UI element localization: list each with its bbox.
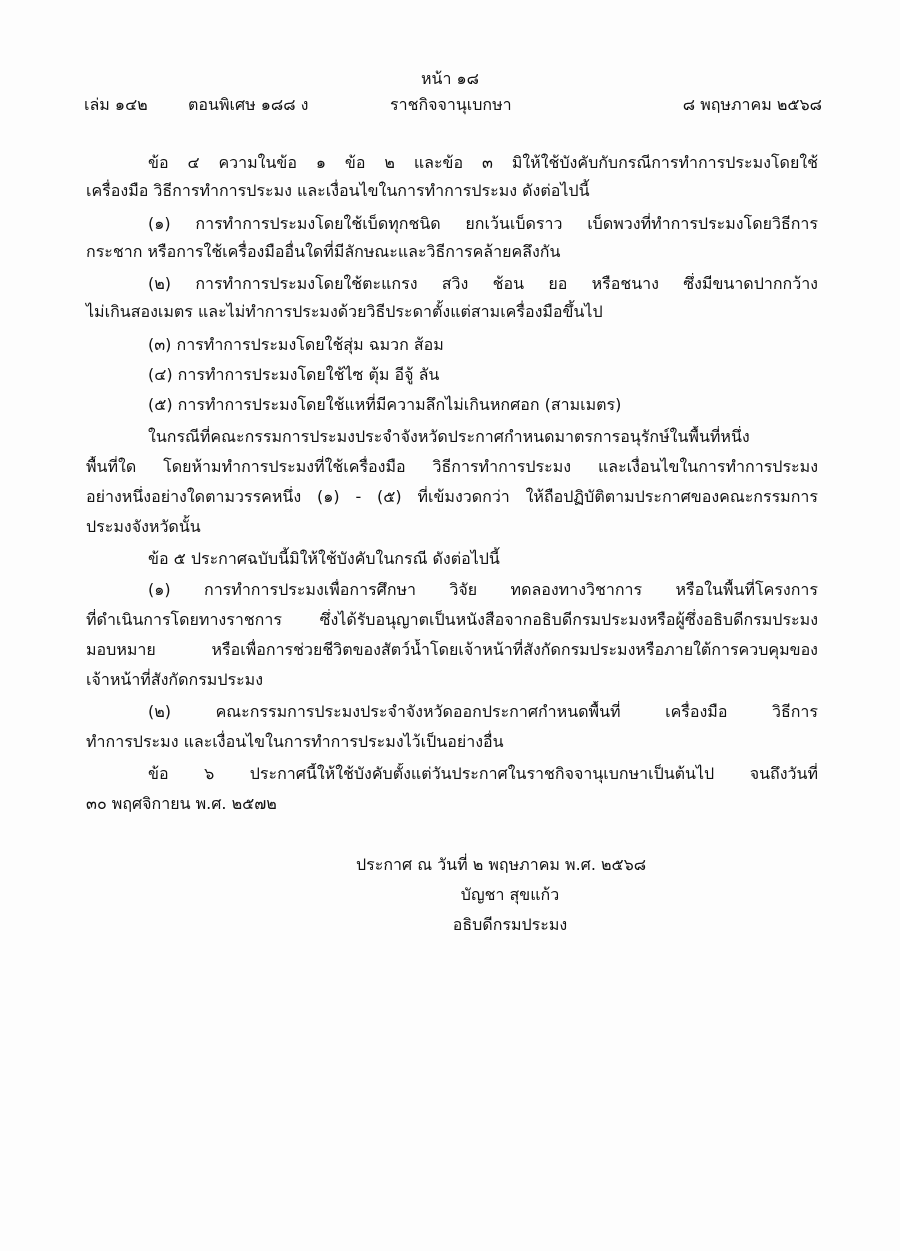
clause-4-item-3: (๓) การทำการประมงโดยใช้สุ่ม ฉมวก ส้อม (148, 335, 444, 354)
clause-4-item-1-line-2: กระชาก หรือการใช้เครื่องมืออื่นใดที่มีลักษณะและวิธีการคล้ายคลึงกัน (86, 242, 561, 261)
signatory-title: อธิบดีกรมประมง (452, 915, 568, 934)
page-number: หน้า ๑๘ (420, 69, 480, 88)
clause-4-paragraph-2-line-2: พื้นที่ใด โดยห้ามทำการประมงที่ใช้เครื่องมือ วิธีการทำการประมง และเงื่อนไขในการทำการประมง (86, 457, 818, 476)
clause-5-heading: ข้อ ๕ ประกาศฉบับนี้มิให้ใช้บังคับในกรณี ดังต่อไปนี้ (148, 549, 500, 568)
volume-number: เล่ม ๑๔๒ (84, 95, 148, 114)
clause-5-item-1-line-4: เจ้าหน้าที่สังกัดกรมประมง (86, 670, 264, 689)
announcement-date: ประกาศ ณ วันที่ ๒ พฤษภาคม พ.ศ. ๒๕๖๘ (356, 855, 647, 874)
issue-number: ตอนพิเศษ ๑๘๘ ง (188, 95, 309, 114)
signatory-name: บัญชา สุขแก้ว (460, 885, 560, 904)
clause-4-line-2: เครื่องมือ วิธีการทำการประมง และเงื่อนไขในการทำการประมง ดังต่อไปนี้ (86, 181, 590, 200)
clause-4-item-1-line-1: (๑) การทำการประมงโดยใช้เบ็ดทุกชนิด ยกเว้นเบ็ดราว เบ็ดพวงที่ทำการประมงโดยวิธีการ (148, 214, 818, 233)
clause-4-item-2-line-1: (๒) การทำการประมงโดยใช้ตะแกรง สวิง ช้อน ยอ หรือชนาง ซึ่งมีขนาดปากกว้าง (148, 274, 818, 293)
clause-4-paragraph-2-line-4: ประมงจังหวัดนั้น (86, 517, 201, 536)
clause-4-item-4: (๔) การทำการประมงโดยใช้ไซ ตุ้ม อีจู้ ลัน (148, 365, 440, 384)
gazette-name: ราชกิจจานุเบกษา (390, 95, 512, 114)
clause-5-item-2-line-2: ทำการประมง และเงื่อนไขในการทำการประมงไว้เป็นอย่างอื่น (86, 732, 504, 751)
clause-4-item-2-line-2: ไม่เกินสองเมตร และไม่ทำการประมงด้วยวิธีประดาตั้งแต่สามเครื่องมือขึ้นไป (86, 302, 603, 321)
clause-4-line-1: ข้อ ๔ ความในข้อ ๑ ข้อ ๒ และข้อ ๓ มิให้ใช้บังคับกับกรณีการทำการประมงโดยใช้ (148, 153, 818, 172)
clause-4-paragraph-2-line-1: ในกรณีที่คณะกรรมการประมงประจำจังหวัดประกาศกำหนดมาตรการอนุรักษ์ในพื้นที่หนึ่ง (148, 427, 750, 446)
clause-5-item-1-line-1: (๑) การทำการประมงเพื่อการศึกษา วิจัย ทดลองทางวิชาการ หรือในพื้นที่โครงการ (148, 580, 818, 599)
clause-6-line-1: ข้อ ๖ ประกาศนี้ให้ใช้บังคับตั้งแต่วันประกาศในราชกิจจานุเบกษาเป็นต้นไป จนถึงวันที่ (148, 764, 818, 783)
clause-5-item-2-line-1: (๒) คณะกรรมการประมงประจำจังหวัดออกประกาศกำหนดพื้นที่ เครื่องมือ วิธีการ (148, 702, 818, 721)
clause-5-item-1-line-3: มอบหมาย หรือเพื่อการช่วยชีวิตของสัตว์น้ำโดยเจ้าหน้าที่สังกัดกรมประมงหรือภายใต้การควบคุมของ (86, 640, 818, 659)
clause-5-item-1-line-2: ที่ดำเนินการโดยทางราชการ ซึ่งได้รับอนุญาตเป็นหนังสือจากอธิบดีกรมประมงหรือผู้ซึ่งอธิบดีกรมประมง (86, 610, 818, 629)
clause-4-item-5: (๕) การทำการประมงโดยใช้แหที่มีความลึกไม่เกินหกศอก (สามเมตร) (148, 395, 622, 414)
publication-date: ๘ พฤษภาคม ๒๕๖๘ (682, 95, 822, 114)
clause-6-line-2: ๓๐ พฤศจิกายน พ.ศ. ๒๕๗๒ (86, 794, 277, 813)
clause-4-paragraph-2-line-3: อย่างหนึ่งอย่างใดตามวรรคหนึ่ง (๑) - (๕) ที่เข้มงวดกว่า ให้ถือปฏิบัติตามประกาศของคณะกรรมการ (86, 487, 818, 506)
